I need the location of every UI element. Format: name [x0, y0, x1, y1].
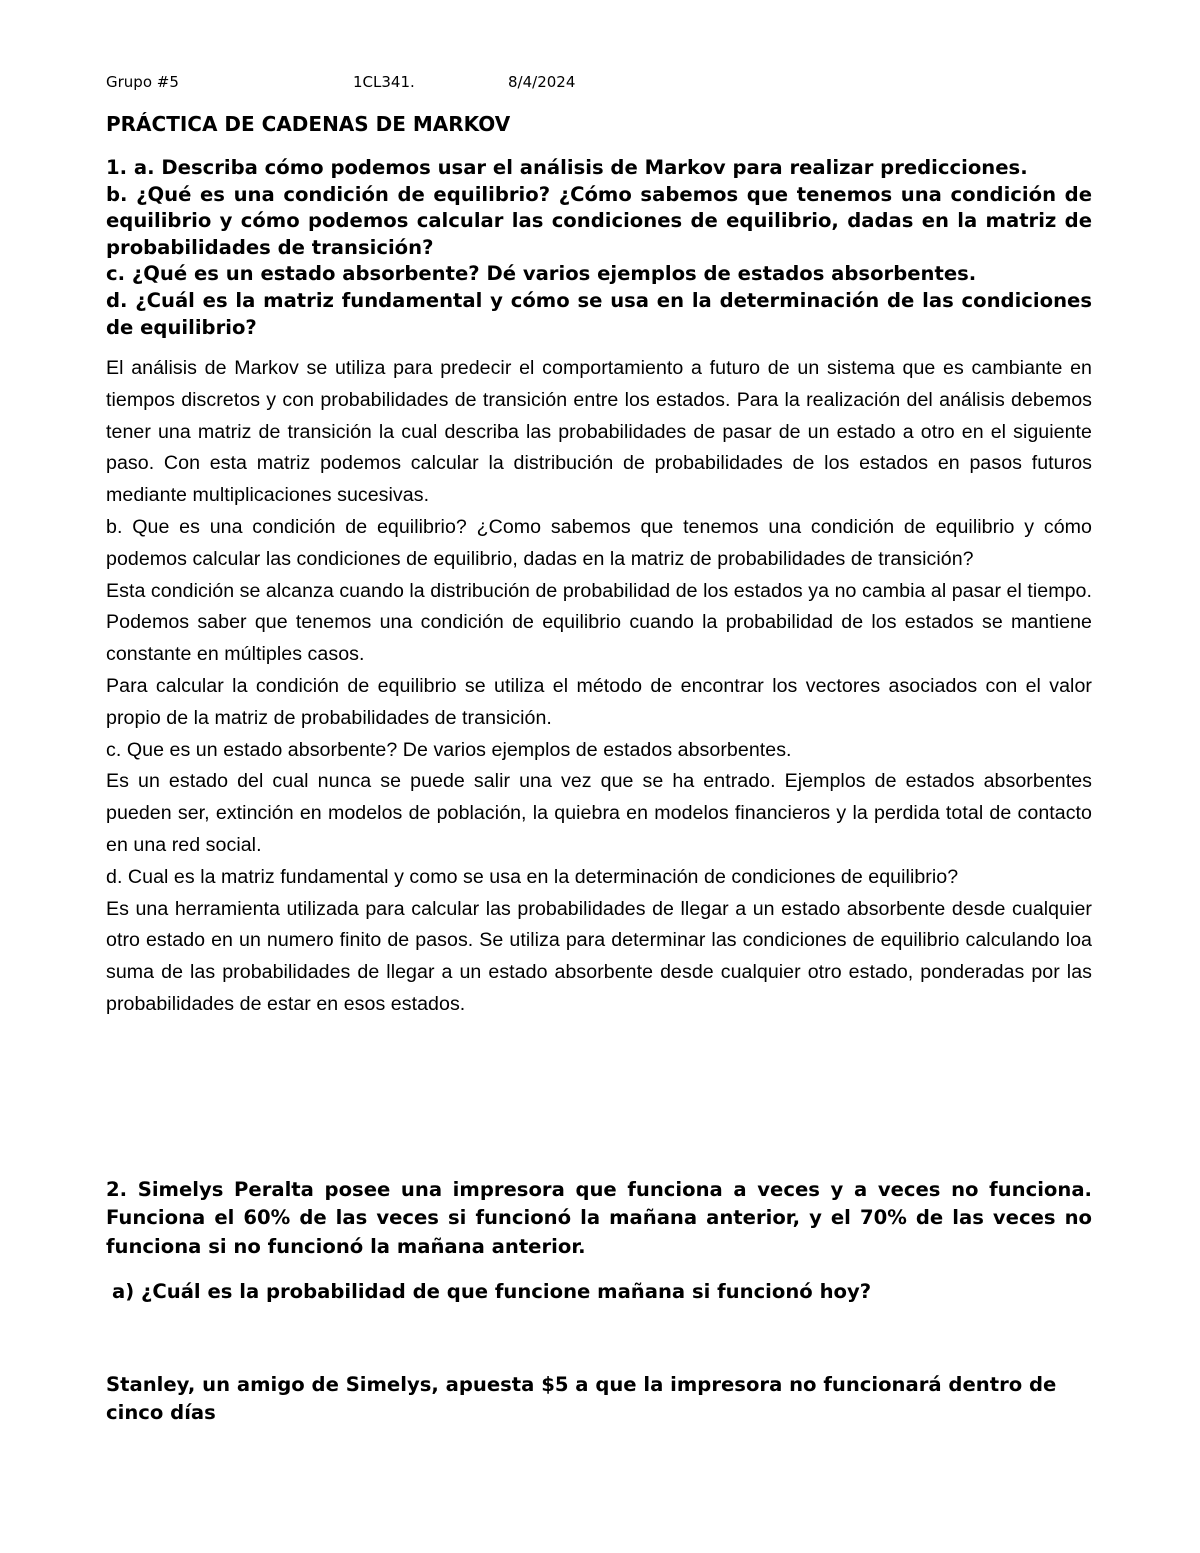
answer-b-part1: Esta condición se alcanza cuando la distribución de probabilidad de los estados ya no cambia al pasar el tiempo. Podemos saber que tenemos una condición de equilibrio cuando la probabilidad de los estados se mantiene constante en múltiples casos.: [106, 579, 1092, 666]
problem-2: [106, 1176, 1092, 1261]
problem-2-statement: 2. Simelys Peralta posee una impresora que funciona a veces y a veces no funciona. Funciona el 60% de las veces si funcionó la mañana anterior, y el 70% de las veces no funciona si no funcionó la mañana anterior.: [106, 1178, 1092, 1258]
course-code: 1CL341.: [353, 73, 415, 91]
question-1b: b. ¿Qué es una condición de equilibrio? ¿Cómo sabemos que tenemos una condición de equilibrio y cómo podemos calcular las condiciones de equilibrio, dadas en la matriz de probabilidades de transición?: [106, 182, 1092, 259]
question-c-restated: c. Que es un estado absorbente? De varios ejemplos de estados absorbentes.: [106, 738, 792, 761]
answer-d: Es una herramienta utilizada para calcular las probabilidades de llegar a un estado absorbente desde cualquier otro estado en un numero finito de pasos. Se utiliza para determinar las condiciones de equilibrio calculando loa suma de las probabilidades de llegar a un estado absorbente desde cualquier otro estado, ponderadas por las probabilidades de estar en esos estados.: [106, 897, 1092, 1015]
answer-a: El análisis de Markov se utiliza para predecir el comportamiento a futuro de un sistema que es cambiante en tiempos discretos y con probabilidades de transición entre los estados. Para la realización del análisis debemos tener una matriz de transición la cual describa las probabilidades de pasar de un estado a otro en el siguiente paso. Con esta matriz podemos calcular la distribución de probabilidades de los estados en pasos futuros mediante multiplicaciones sucesivas.: [106, 357, 1092, 507]
question-b-restated: b. Que es una condición de equilibrio? ¿Como sabemos que tenemos una condición de equilibrio y cómo podemos calcular las condiciones de equilibrio, dadas en la matriz de probabilidades de transición?: [106, 515, 1092, 570]
document-header: [106, 73, 1092, 95]
answer-c: Es un estado del cual nunca se puede salir una vez que se ha entrado. Ejemplos de estados absorbentes pueden ser, extinción en modelos de población, la quiebra en modelos financieros y la perdida total de contacto en una red social.: [106, 770, 1092, 856]
problem-2-stanley-bet: Stanley, un amigo de Simelys, apuesta $5 a que la impresora no funcionará dentro de cinco días: [106, 1373, 1057, 1425]
question-1a: 1. a. Describa cómo podemos usar el análisis de Markov para realizar predicciones.: [106, 156, 1028, 179]
problem-2-part-a: a) ¿Cuál es la probabilidad de que funcione mañana si funcionó hoy?: [112, 1280, 872, 1303]
answers-block: [106, 353, 1092, 1021]
group-label: Grupo #5: [106, 73, 179, 91]
page-title: PRÁCTICA DE CADENAS DE MARKOV: [106, 112, 511, 136]
question-1c: c. ¿Qué es un estado absorbente? Dé varios ejemplos de estados absorbentes.: [106, 262, 977, 286]
question-d-restated: d. Cual es la matriz fundamental y como se usa en la determinación de condiciones de equilibrio?: [106, 865, 959, 888]
answer-b-part2: Para calcular la condición de equilibrio se utiliza el método de encontrar los vectores asociados con el valor propio de la matriz de probabilidades de transición.: [106, 674, 1092, 729]
question-block: [106, 155, 1092, 341]
question-1d: d. ¿Cuál es la matriz fundamental y cómo se usa en la determinación de las condiciones de equilibrio?: [106, 288, 1092, 339]
document-date: 8/4/2024: [508, 73, 576, 91]
